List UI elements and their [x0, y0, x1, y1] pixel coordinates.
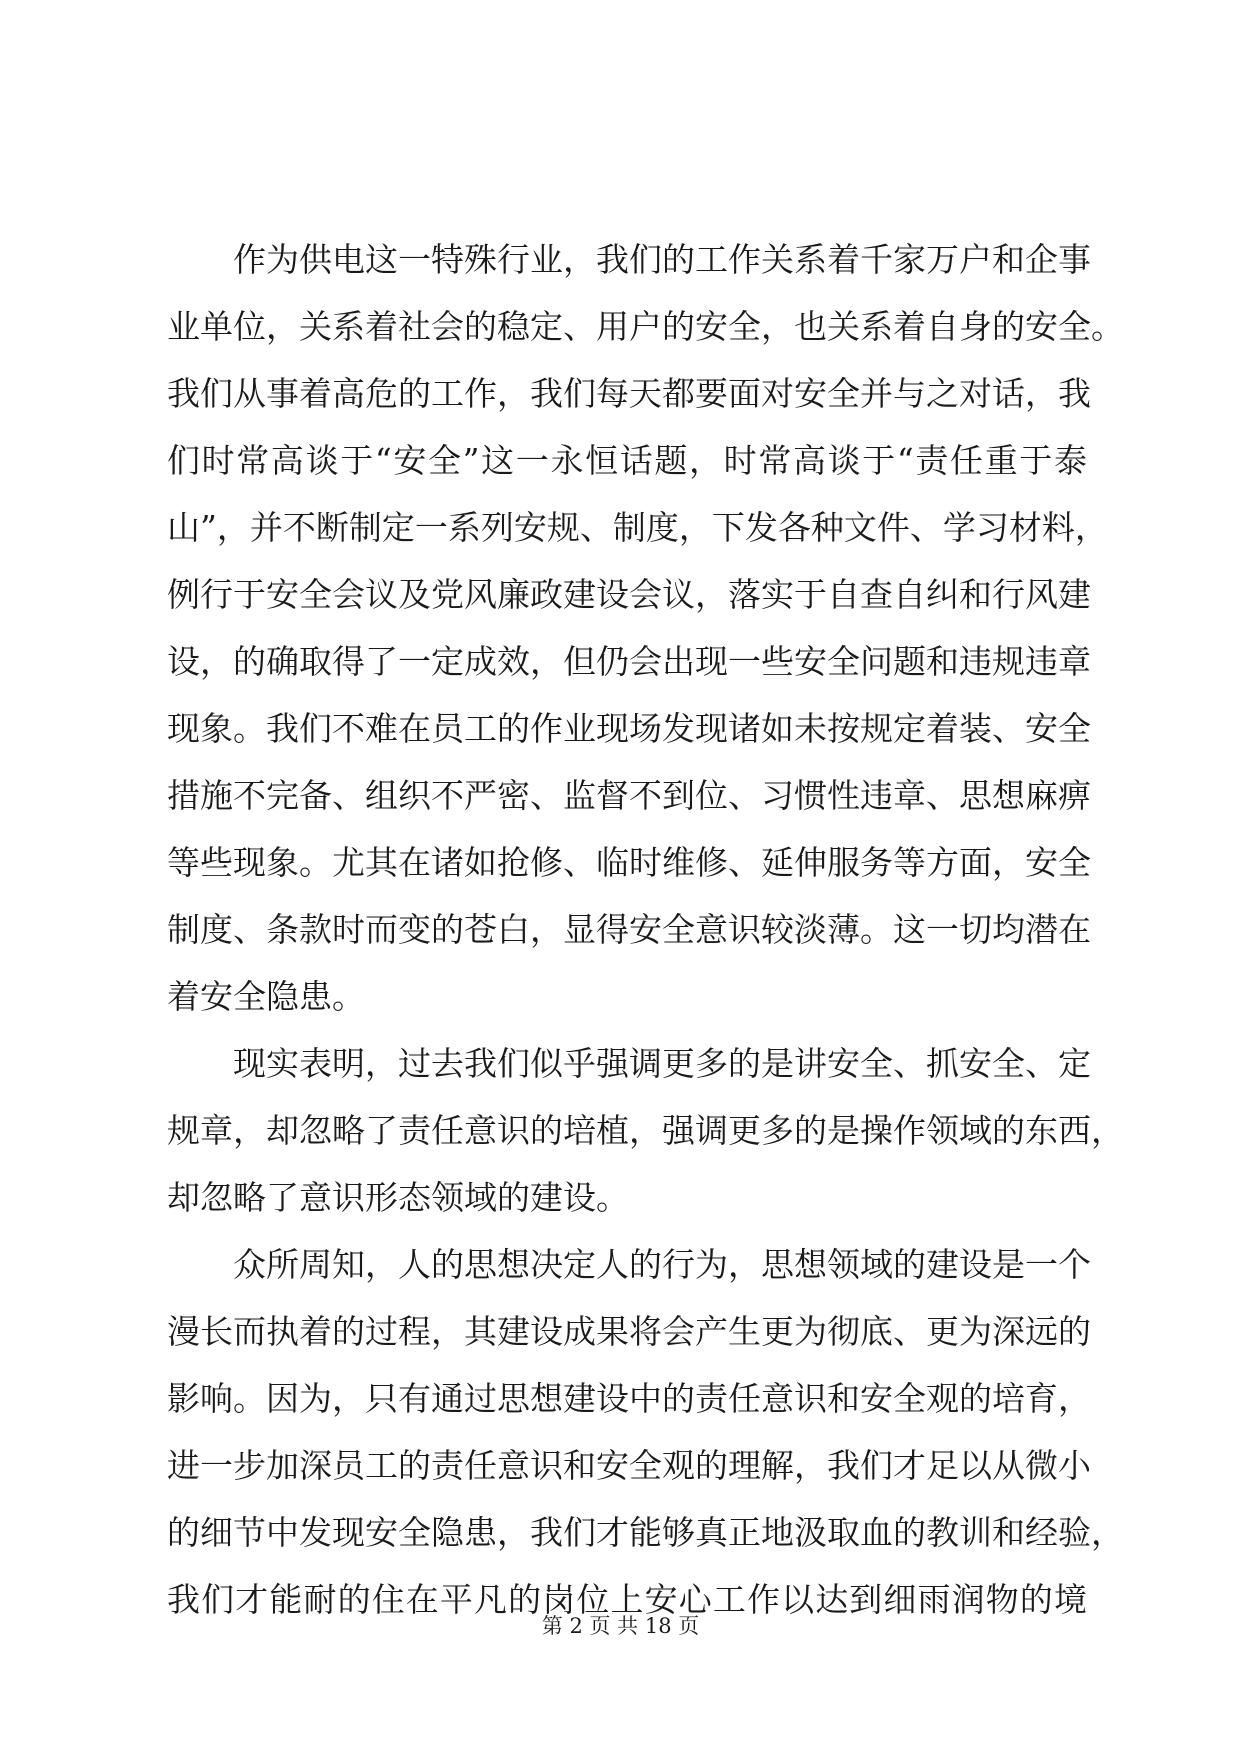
text-line: 措施不完备、组织不严密、监督不到位、习惯性违章、思想麻痹 — [167, 776, 1091, 815]
text-line: 现象。我们不难在员工的作业现场发现诸如未按规定着装、安全 — [167, 709, 1091, 748]
text-line: 我们才能耐的住在平凡的岗位上安心工作以达到细雨润物的境 — [167, 1580, 1087, 1619]
paragraph-2 — [167, 1030, 1124, 1231]
paragraph-3 — [167, 1231, 1124, 1633]
text-line: 却忽略了意识形态领域的建设。 — [167, 1178, 629, 1217]
text-line: 设，的确取得了一定成效，但仍会出现一些安全问题和违规违章 — [167, 642, 1091, 681]
text-line: 们时常高谈于“安全”这一永恒话题，时常高谈于“责任重于泰 — [167, 441, 1087, 480]
text-line: 进一步加深员工的责任意识和安全观的理解，我们才足以从微小 — [167, 1446, 1091, 1485]
text-line: 现实表明，过去我们似乎强调更多的是讲安全、抓安全、定 — [233, 1044, 1091, 1083]
text-line: 漫长而执着的过程，其建设成果将会产生更为彻底、更为深远的 — [167, 1312, 1091, 1351]
text-line: 山”，并不断制定一系列安规、制度，下发各种文件、学习材料， — [167, 508, 1108, 547]
paragraph-1 — [167, 226, 1124, 1030]
text-line: 作为供电这一特殊行业，我们的工作关系着千家万户和企事 — [233, 240, 1091, 279]
text-line: 众所周知，人的思想决定人的行为，思想领域的建设是一个 — [233, 1245, 1091, 1284]
text-line: 制度、条款时而变的苍白，显得安全意识较淡薄。这一切均潜在 — [167, 910, 1091, 949]
page-number-footer: 第 2 页 共 18 页 — [541, 1614, 700, 1638]
text-line: 我们从事着高危的工作，我们每天都要面对安全并与之对话，我 — [167, 374, 1091, 413]
text-line: 着安全隐患。 — [167, 977, 365, 1016]
text-line: 规章，却忽略了责任意识的培植，强调更多的是操作领域的东西， — [167, 1111, 1124, 1150]
text-line: 的细节中发现安全隐患，我们才能够真正地汲取血的教训和经验， — [167, 1513, 1124, 1552]
text-line: 等些现象。尤其在诸如抢修、临时维修、延伸服务等方面，安全 — [167, 843, 1091, 882]
body-text — [167, 226, 1124, 1633]
text-line: 例行于安全会议及党风廉政建设会议，落实于自查自纠和行风建 — [167, 575, 1091, 614]
text-line: 业单位，关系着社会的稳定、用户的安全，也关系着自身的安全。 — [167, 307, 1124, 346]
text-line: 影响。因为，只有通过思想建设中的责任意识和安全观的培育， — [167, 1379, 1091, 1418]
